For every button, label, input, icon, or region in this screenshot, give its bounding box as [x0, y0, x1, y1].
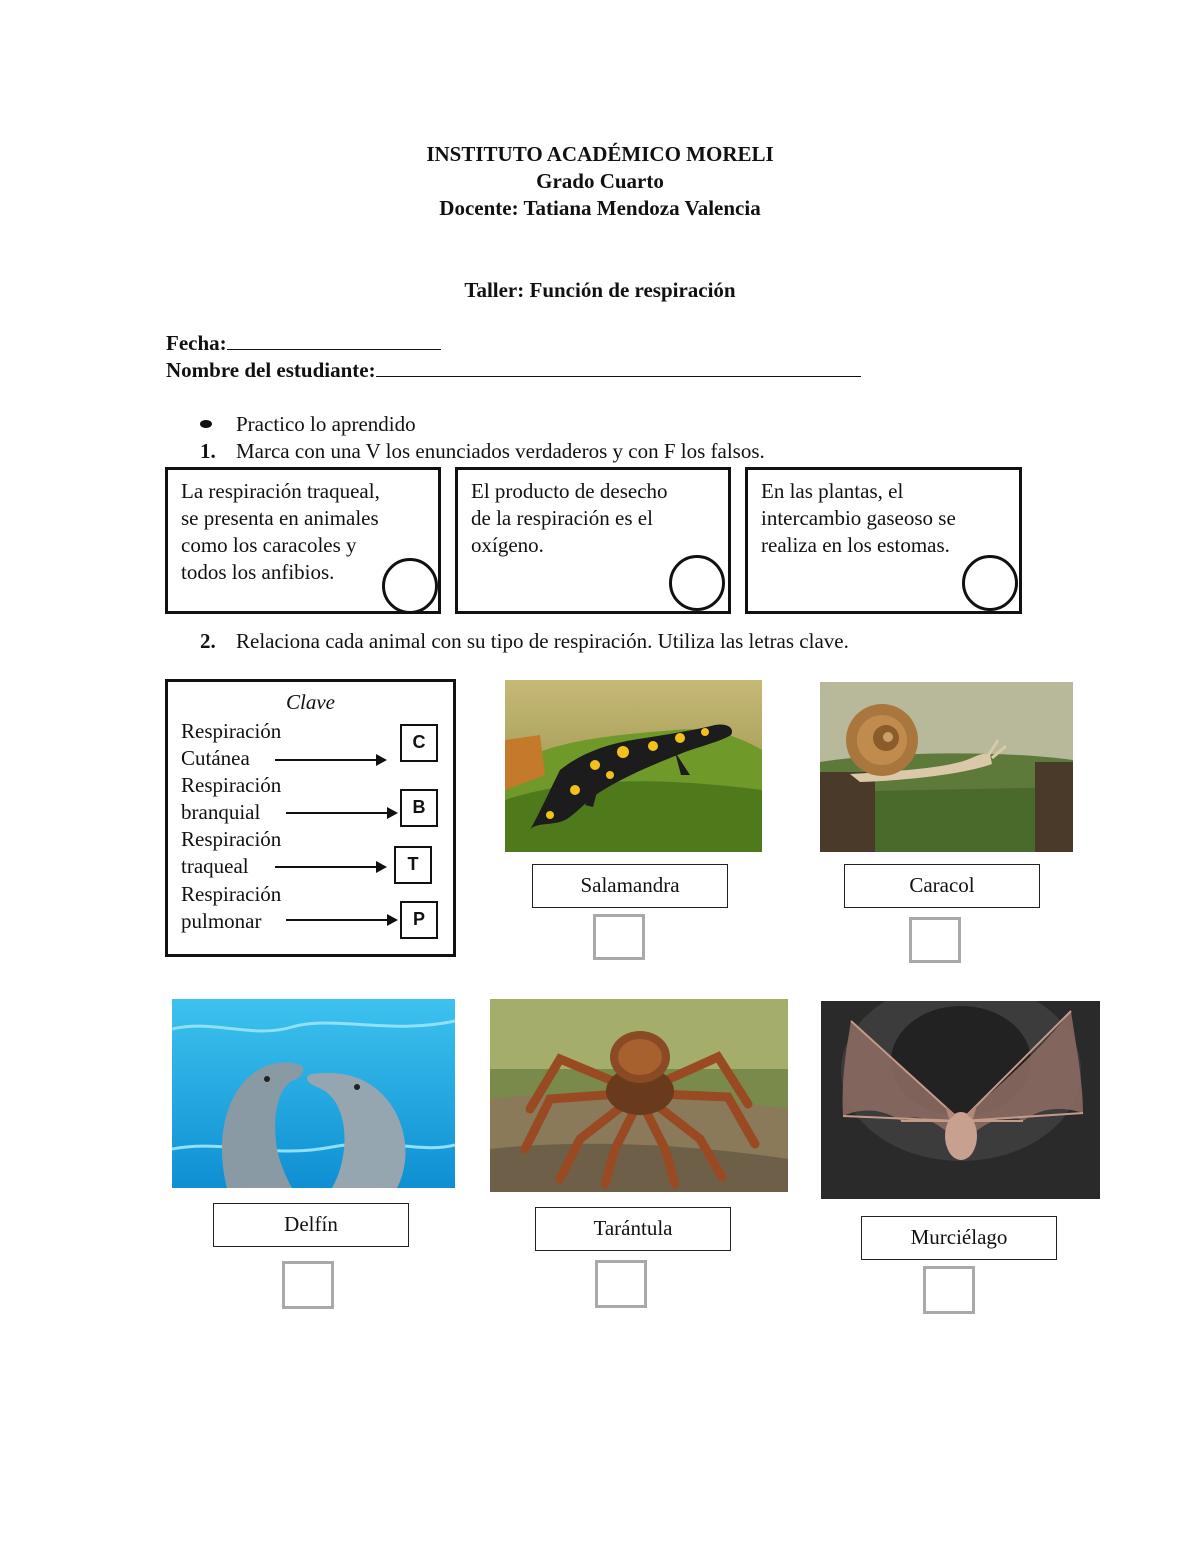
statement-text: En las plantas, el intercambio gaseoso se realiza en los estomas. — [761, 479, 956, 557]
animal-name-box: Caracol — [844, 864, 1040, 908]
bullet-text: Practico lo aprendido — [236, 412, 416, 436]
institution-name: INSTITUTO ACADÉMICO MORELI — [426, 142, 774, 166]
key-letter-t: T — [394, 846, 432, 884]
key-title: Clave — [286, 690, 335, 714]
answer-circle[interactable] — [669, 555, 725, 611]
date-label: Fecha: — [166, 331, 227, 355]
question-1-text: Marca con una V los enunciados verdaderos y con F los falsos. — [236, 439, 765, 463]
answer-box[interactable] — [282, 1261, 334, 1309]
answer-circle[interactable] — [962, 555, 1018, 611]
date-field[interactable] — [166, 331, 441, 356]
answer-box[interactable] — [595, 1260, 647, 1308]
key-letter-c: C — [400, 724, 438, 762]
answer-box[interactable] — [909, 917, 961, 963]
student-field[interactable] — [166, 358, 861, 383]
statement-text: El producto de desecho de la respiración es el oxígeno. — [471, 479, 668, 557]
answer-box[interactable] — [593, 914, 645, 960]
tarantula-image — [490, 999, 788, 1192]
arrow-icon — [275, 759, 385, 761]
key-letter-p: P — [400, 901, 438, 939]
question-1-number: 1. — [200, 439, 216, 463]
key-label-cutaneous: Respiración Cutánea — [181, 719, 282, 770]
bullet-icon — [200, 420, 212, 428]
arrow-icon — [286, 812, 396, 814]
student-name-line[interactable] — [376, 358, 861, 377]
key-label-tracheal: Respiración traqueal — [181, 827, 282, 878]
statement-box-1 — [165, 467, 441, 614]
key-letter-b: B — [400, 789, 438, 827]
key-label-pulmonary: Respiración pulmonar — [181, 882, 282, 933]
dolphin-image — [172, 999, 455, 1188]
animal-name-box: Murciélago — [861, 1216, 1057, 1260]
arrow-icon — [275, 866, 385, 868]
animal-name-box: Salamandra — [532, 864, 728, 908]
salamander-image — [505, 680, 762, 852]
answer-circle[interactable] — [382, 558, 438, 614]
question-2-text: Relaciona cada animal con su tipo de respiración. Utiliza las letras clave. — [236, 629, 849, 653]
grade-label: Grado Cuarto — [536, 169, 664, 193]
animal-name-box: Tarántula — [535, 1207, 731, 1251]
question-2-number: 2. — [200, 629, 216, 653]
bat-image — [821, 1001, 1100, 1199]
date-line[interactable] — [227, 331, 441, 350]
statement-box-2 — [455, 467, 731, 614]
arrow-icon — [286, 919, 396, 921]
statement-box-3 — [745, 467, 1022, 614]
student-name-label: Nombre del estudiante: — [166, 358, 376, 382]
answer-box[interactable] — [923, 1266, 975, 1314]
statement-text: La respiración traqueal, se presenta en animales como los caracoles y todos los anfibios. — [181, 479, 380, 584]
key-box — [165, 679, 456, 957]
animal-name-box: Delfín — [213, 1203, 409, 1247]
teacher-label: Docente: Tatiana Mendoza Valencia — [439, 196, 761, 220]
snail-image — [820, 682, 1073, 852]
key-label-branchial: Respiración branquial — [181, 773, 282, 824]
workshop-title: Taller: Función de respiración — [464, 278, 736, 302]
